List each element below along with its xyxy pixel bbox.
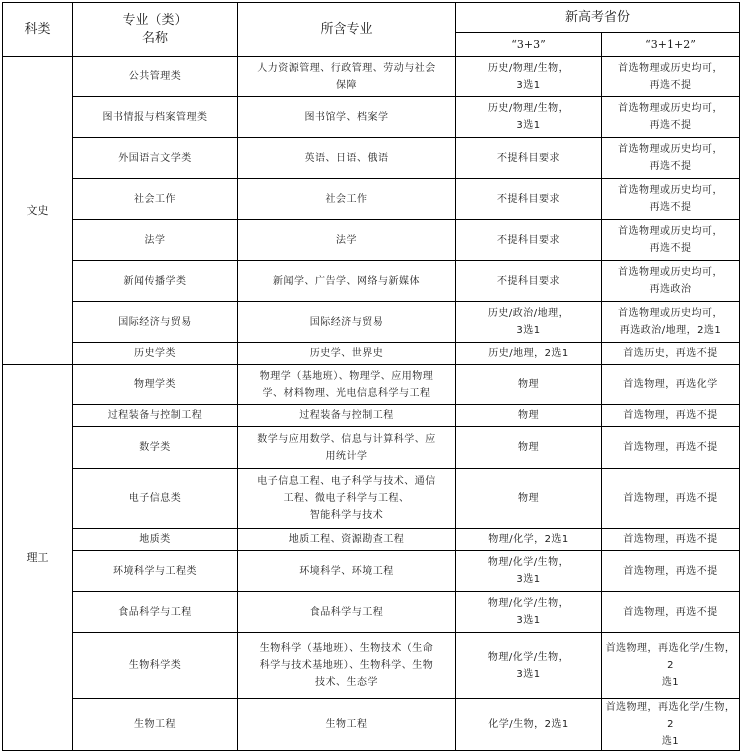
cell-line: 首选物理或历史均可， (618, 144, 723, 155)
cell-line: 首选物理，再选不提 (623, 493, 718, 504)
cell-line: 首选物理，再选不提 (623, 606, 718, 618)
included-majors-cell (238, 365, 456, 405)
cell-line: 选1 (661, 677, 680, 688)
included-majors-cell (238, 179, 456, 220)
table-row (3, 220, 740, 261)
cell-line: 首选物理，再选不提 (623, 410, 718, 421)
cell-line: 社会工作 (325, 193, 368, 205)
included-majors-cell (238, 405, 456, 427)
cell-line: 历史/地理，2选1 (488, 348, 569, 359)
cell-line: 不提科目要求 (497, 193, 560, 205)
cell-line: 物理/化学，2选1 (488, 534, 569, 545)
requirement-3plus3-cell (456, 469, 602, 529)
table-row (3, 551, 740, 592)
cell-line: 3选1 (516, 615, 541, 626)
requirement-3plus1plus2-cell (602, 633, 740, 699)
major-name-cell: 历史学类 (73, 343, 238, 365)
cell-line: 过程装备与控制工程 (299, 410, 394, 421)
table-row (3, 138, 740, 179)
requirement-3plus3-cell (456, 592, 602, 633)
table-row (3, 427, 740, 469)
requirement-3plus3-cell (456, 261, 602, 302)
cell-line: 生物科学（基地班）、生物技术（生命 (259, 643, 434, 654)
cell-line: 再选不提 (649, 243, 692, 254)
cell-line: 再选不提 (649, 79, 692, 91)
cell-line: 保障 (336, 79, 357, 91)
cell-line: 再选不提 (649, 161, 692, 172)
cell-line: 历史学、世界史 (309, 348, 384, 359)
requirement-3plus3-cell (456, 179, 602, 220)
requirement-3plus1plus2-cell (602, 302, 740, 343)
requirement-3plus3-cell (456, 365, 602, 405)
requirement-3plus1plus2-cell (602, 529, 740, 551)
included-majors-cell (238, 261, 456, 302)
major-name-cell: 社会工作 (73, 179, 238, 220)
requirement-3plus3-cell (456, 302, 602, 343)
major-name-cell: 外国语言文学类 (73, 138, 238, 179)
cell-line: 首选物理，再选化学/生物，2 (605, 702, 736, 730)
header-major-line1: 专业（类） (122, 12, 188, 28)
cell-line: 历史/政治/地理， (487, 308, 570, 319)
included-majors-cell (238, 551, 456, 592)
included-majors-cell (238, 97, 456, 138)
included-majors-cell (238, 529, 456, 551)
cell-line: 物理 (518, 442, 539, 453)
requirement-3plus1plus2-cell (602, 699, 740, 751)
cell-line: 学、材料物理、光电信息科学与工程 (262, 387, 431, 399)
header-new-gaokao: 新高考省份 (456, 3, 740, 33)
table-row (3, 529, 740, 551)
cell-line: 首选物理，再选化学/生物，2 (605, 643, 736, 671)
requirement-3plus3-cell (456, 427, 602, 469)
table-row (3, 179, 740, 220)
cell-line: 首选物理，再选不提 (623, 565, 718, 577)
cell-line: 不提科目要求 (497, 275, 560, 287)
cell-line: 物理/化学/生物， (487, 651, 570, 663)
major-name-cell: 电子信息类 (73, 469, 238, 529)
requirement-3plus3-cell (456, 633, 602, 699)
header-mode-3plus1plus2: “3+1+2” (602, 33, 740, 57)
requirement-3plus3-cell (456, 529, 602, 551)
requirement-3plus3-cell (456, 220, 602, 261)
included-majors-cell (238, 302, 456, 343)
cell-line: 3选1 (516, 668, 541, 680)
cell-line: 智能科学与技术 (309, 510, 384, 521)
included-majors-cell (238, 57, 456, 97)
major-name-cell: 国际经济与贸易 (73, 302, 238, 343)
table-row (3, 592, 740, 633)
cell-line: 不提科目要求 (497, 152, 560, 164)
header-included: 所含专业 (238, 3, 456, 57)
table-row (3, 57, 740, 97)
major-name-cell: 生物科学类 (73, 633, 238, 699)
included-majors-cell (238, 699, 456, 751)
cell-line: 生物工程 (325, 719, 368, 730)
requirement-3plus1plus2-cell (602, 138, 740, 179)
cell-line: 科学与技术基地班）、生物科学、生物 (259, 660, 434, 671)
major-name-cell: 物理学类 (73, 365, 238, 405)
cell-line: 地质工程、资源勘查工程 (288, 534, 405, 545)
header-major-line2: 名称 (141, 30, 168, 46)
cell-line: 不提科目要求 (497, 234, 560, 246)
included-majors-cell (238, 138, 456, 179)
major-name-cell: 生物工程 (73, 699, 238, 751)
cell-line: 3选1 (516, 325, 541, 336)
table-row (3, 343, 740, 365)
major-name-cell: 图书情报与档案管理类 (73, 97, 238, 138)
cell-line: 3选1 (516, 79, 541, 91)
cell-line: 首选物理或历史均可， (618, 226, 723, 237)
cell-line: 新闻学、广告学、网络与新媒体 (273, 275, 420, 287)
included-majors-cell (238, 427, 456, 469)
requirement-3plus1plus2-cell (602, 592, 740, 633)
major-name-cell: 数学类 (73, 427, 238, 469)
major-name-cell: 公共管理类 (73, 57, 238, 97)
header-category: 科类 (3, 3, 73, 57)
cell-line: 国际经济与贸易 (309, 316, 384, 328)
requirement-3plus1plus2-cell (602, 551, 740, 592)
cell-line: 首选物理或历史均可， (618, 62, 723, 74)
subject-requirements-table (2, 2, 740, 751)
cell-line: 再选政治/地理，2选1 (619, 325, 722, 336)
included-majors-cell (238, 633, 456, 699)
cell-line: 再选不提 (649, 202, 692, 213)
cell-line: 物理/化学/生物， (487, 598, 570, 609)
cell-line: 化学/生物，2选1 (488, 719, 569, 730)
cell-line: 3选1 (516, 574, 541, 585)
cell-line: 选1 (661, 736, 680, 747)
table-row (3, 469, 740, 529)
cell-line: 工程、微电子科学与工程、 (283, 493, 410, 504)
major-name-cell: 新闻传播学类 (73, 261, 238, 302)
requirement-3plus3-cell (456, 138, 602, 179)
major-name-cell: 环境科学与工程类 (73, 551, 238, 592)
cell-line: 历史/物理/生物， (487, 62, 570, 74)
cell-line: 再选政治 (649, 284, 692, 295)
table-row (3, 302, 740, 343)
requirement-3plus1plus2-cell (602, 179, 740, 220)
cell-line: 首选历史，再选不提 (623, 348, 718, 359)
requirement-3plus1plus2-cell (602, 97, 740, 138)
included-majors-cell (238, 469, 456, 529)
requirement-3plus1plus2-cell (602, 427, 740, 469)
cell-line: 法学 (336, 234, 357, 246)
requirement-3plus1plus2-cell (602, 220, 740, 261)
requirement-3plus1plus2-cell (602, 261, 740, 302)
major-name-cell: 地质类 (73, 529, 238, 551)
included-majors-cell (238, 343, 456, 365)
category-cell: 理工 (3, 365, 73, 751)
cell-line: 首选物理，再选不提 (623, 442, 718, 453)
major-name-cell: 法学 (73, 220, 238, 261)
included-majors-cell (238, 220, 456, 261)
cell-line: 物理 (518, 493, 539, 504)
cell-line: 电子信息工程、电子科学与技术、通信 (257, 476, 436, 487)
requirement-3plus3-cell (456, 57, 602, 97)
table-row (3, 97, 740, 138)
cell-line: 首选物理或历史均可， (618, 308, 723, 319)
cell-line: 英语、日语、俄语 (304, 152, 389, 164)
requirement-3plus1plus2-cell (602, 365, 740, 405)
requirement-3plus3-cell (456, 343, 602, 365)
cell-line: 首选物理或历史均可， (618, 103, 723, 114)
requirement-3plus1plus2-cell (602, 57, 740, 97)
cell-line: 物理 (518, 410, 539, 421)
cell-line: 物理学（基地班）、物理学、应用物理 (259, 370, 434, 382)
major-name-cell: 过程装备与控制工程 (73, 405, 238, 427)
requirement-3plus1plus2-cell (602, 343, 740, 365)
requirement-3plus1plus2-cell (602, 405, 740, 427)
cell-line: 用统计学 (325, 450, 368, 462)
cell-line: 数学与应用数学、信息与计算科学、应 (257, 433, 436, 445)
table-row (3, 261, 740, 302)
cell-line: 历史/物理/生物， (487, 103, 570, 114)
cell-line: 首选物理，再选不提 (623, 534, 718, 545)
cell-line: 技术、生态学 (315, 677, 378, 688)
table-row (3, 405, 740, 427)
cell-line: 首选物理或历史均可， (618, 267, 723, 278)
cell-line: 首选物理，再选化学 (623, 379, 718, 390)
cell-line: 人力资源管理、行政管理、劳动与社会 (257, 62, 436, 74)
cell-line: 食品科学与工程 (309, 606, 384, 618)
cell-line: 3选1 (516, 120, 541, 131)
included-majors-cell (238, 592, 456, 633)
requirement-3plus3-cell (456, 405, 602, 427)
requirement-3plus1plus2-cell (602, 469, 740, 529)
requirement-3plus3-cell (456, 551, 602, 592)
requirement-3plus3-cell (456, 699, 602, 751)
cell-line: 物理/化学/生物， (487, 557, 570, 568)
table-row (3, 699, 740, 751)
table-row (3, 365, 740, 405)
header-mode-3plus3: “3+3” (456, 33, 602, 57)
cell-line: 首选物理或历史均可， (618, 185, 723, 196)
category-cell: 文史 (3, 57, 73, 365)
cell-line: 物理 (518, 379, 539, 390)
cell-line: 再选不提 (649, 120, 692, 131)
cell-line: 环境科学、环境工程 (299, 565, 394, 577)
cell-line: 图书馆学、档案学 (304, 111, 389, 123)
major-name-cell: 食品科学与工程 (73, 592, 238, 633)
requirement-3plus3-cell (456, 97, 602, 138)
header-major (73, 3, 238, 57)
table-row (3, 633, 740, 699)
table-body (3, 57, 740, 751)
